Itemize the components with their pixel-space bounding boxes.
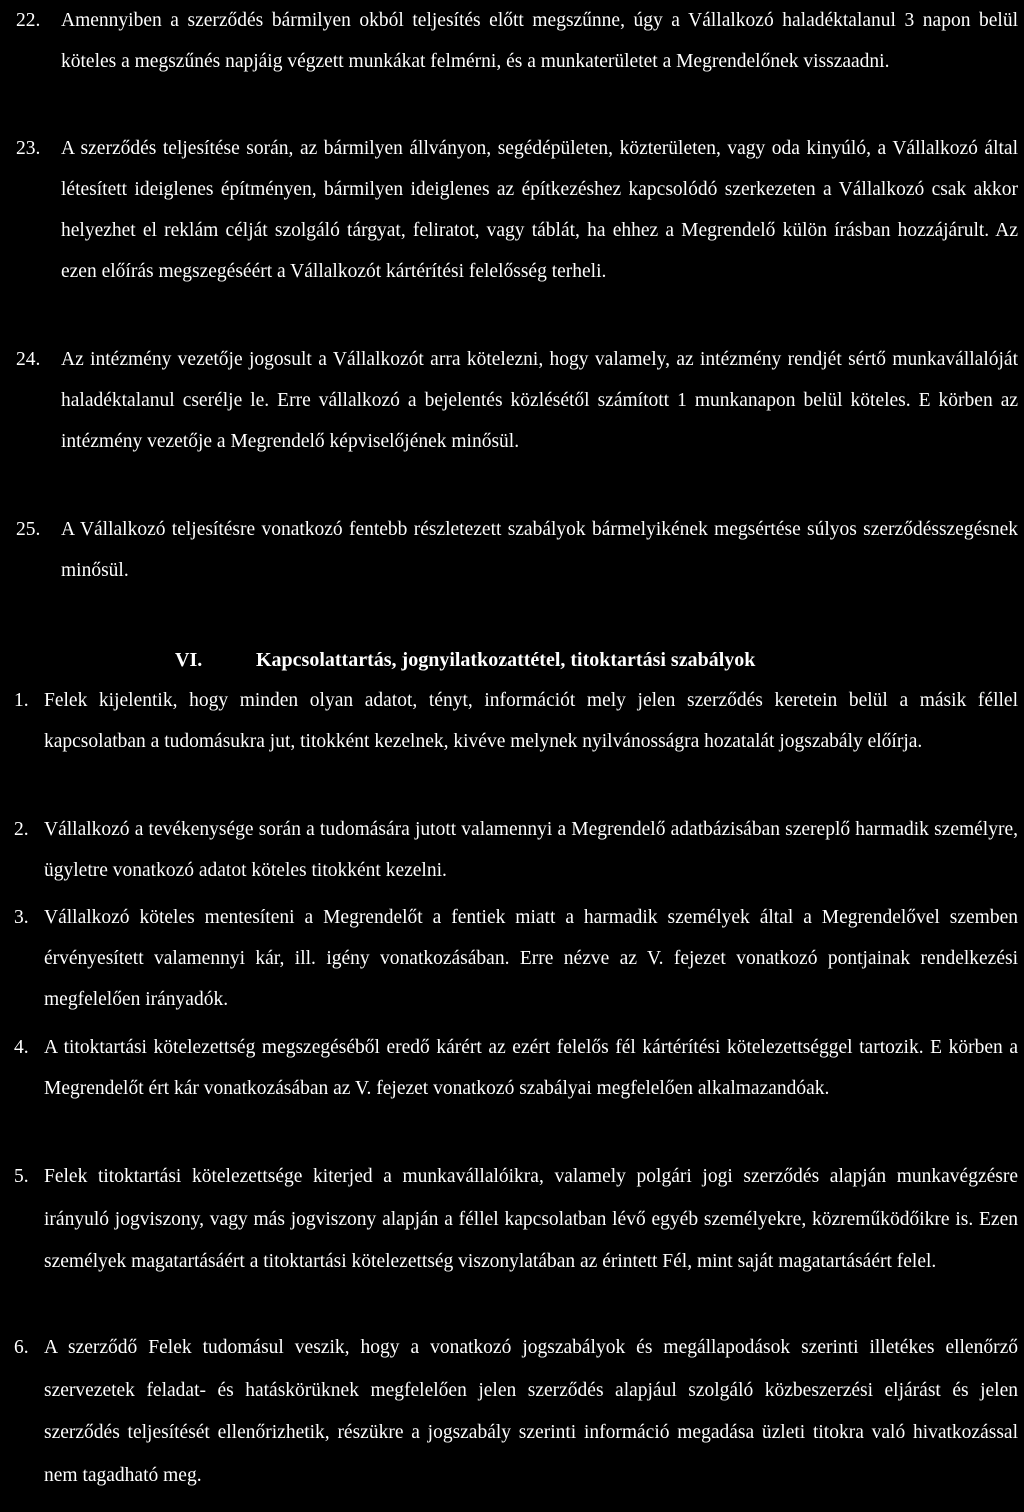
clause-22: [16, 0, 1018, 82]
section-clause-3: [14, 897, 1018, 1020]
clause-text: A titoktartási kötelezettség megszegéséből eredő kárért az ezért felelős fél kártérítési kötelezettséggel tartozik. E körben a Megrendelőt ért kár vonatkozásában az V. fejezet vonatkozó szabályai megfelelően alkalmazandóak.: [44, 1037, 1018, 1099]
clause-number: 2.: [14, 819, 29, 840]
clause-number: 3.: [14, 907, 29, 928]
clause-number: 6.: [14, 1337, 29, 1358]
clause-text: Vállalkozó a tevékenysége során a tudomására jutott valamennyi a Megrendelő adatbázisában szereplő harmadik személyre, ügyletre vonatkozó adatot köteles titokként kezelni.: [44, 819, 1018, 881]
clause-number: 1.: [14, 690, 29, 711]
section-title: Kapcsolattartás, jognyilatkozattétel, titoktartási szabályok: [256, 649, 756, 671]
clause-text: Vállalkozó köteles mentesíteni a Megrendelőt a fentiek miatt a harmadik személyek által a Megrendelővel szemben érvényesített valamennyi kár, ill. igény vonatkozásában. Erre nézve az V. fejezet vonatkozó pontjainak rendelkezési megfelelően irányadók.: [44, 907, 1018, 1010]
clause-number: 24.: [16, 349, 41, 370]
section-clause-1: [14, 680, 1018, 762]
section-clause-4: [14, 1027, 1018, 1109]
section-clause-5: [14, 1156, 1018, 1284]
clause-text: Az intézmény vezetője jogosult a Vállalkozót arra kötelezni, hogy valamely, az intézmény rendjét sértő munkavállalóját haladéktalanul cserélje le. Erre vállalkozó a bejelentés közlésétől számított 1 munkanapon belül köteles. E körben az intézmény vezetője a Megrendelő képviselőjének minősül.: [61, 349, 1018, 452]
clause-number: 23.: [16, 138, 41, 159]
clause-text: Amennyiben a szerződés bármilyen okból teljesítés előtt megszűnne, úgy a Vállalkozó haladéktalanul 3 napon belül köteles a megszűnés napjáig végzett munkákat felmérni, és a munkaterületet a Megrendelőnek visszaadni.: [61, 10, 1018, 72]
clause-number: 22.: [16, 10, 41, 31]
section-clause-2: [14, 809, 1018, 891]
clause-number: 5.: [14, 1166, 29, 1187]
clause-25: [16, 509, 1018, 591]
clause-text: A Vállalkozó teljesítésre vonatkozó fentebb részletezett szabályok bármelyikének megsértése súlyos szerződésszegésnek minősül.: [61, 519, 1018, 581]
clause-text: Felek kijelentik, hogy minden olyan adatot, tényt, információt mely jelen szerződés keretein belül a másik féllel kapcsolatban a tudomásukra jut, titokként kezelnek, kivéve melynek nyilvánosságra hozatalát jogszabály előírja.: [44, 690, 1018, 752]
section-clause-6: [14, 1327, 1018, 1497]
clause-number: 4.: [14, 1037, 29, 1058]
clause-24: [16, 339, 1018, 462]
clause-text: A szerződés teljesítése során, az bármilyen állványon, segédépületen, közterületen, vagy oda kinyúló, a Vállalkozó által létesített ideiglenes építményen, bármilyen ideiglenes az építkezéshez kapcsolódó szerkezeten a Vállalkozó csak akkor helyezhet el reklám célját szolgáló tárgyat, feliratot, vagy táblát, ha ehhez a Megrendelő külön írásban hozzájárult. Az ezen előírás megszegéséért a Vállalkozót kártérítési felelősség terheli.: [61, 138, 1018, 282]
clause-23: [16, 128, 1018, 292]
clause-text: A szerződő Felek tudomásul veszik, hogy a vonatkozó jogszabályok és megállapodások szerinti illetékes ellenőrző szervezetek feladat- és hatáskörüknek megfelelően jelen szerződés alapjául szolgáló közbeszerzési eljárást és jelen szerződés teljesítését ellenőrizhetik, részükre a jogszabály szerinti információ megadása üzleti titokra való hivatkozással nem tagadható meg.: [44, 1337, 1018, 1486]
section-number: VI.: [175, 649, 203, 671]
clause-text: Felek titoktartási kötelezettsége kiterjed a munkavállalóikra, valamely polgári jogi szerződés alapján munkavégzésre irányuló jogviszony, vagy más jogviszony alapján a féllel kapcsolatban lévő egyéb személyekre, közreműködőikre is. Ezen személyek magatartásáért a titoktartási kötelezettség viszonylatában az érintett Fél, mint saját magatartásáért felel.: [44, 1166, 1018, 1272]
clause-number: 25.: [16, 519, 41, 540]
